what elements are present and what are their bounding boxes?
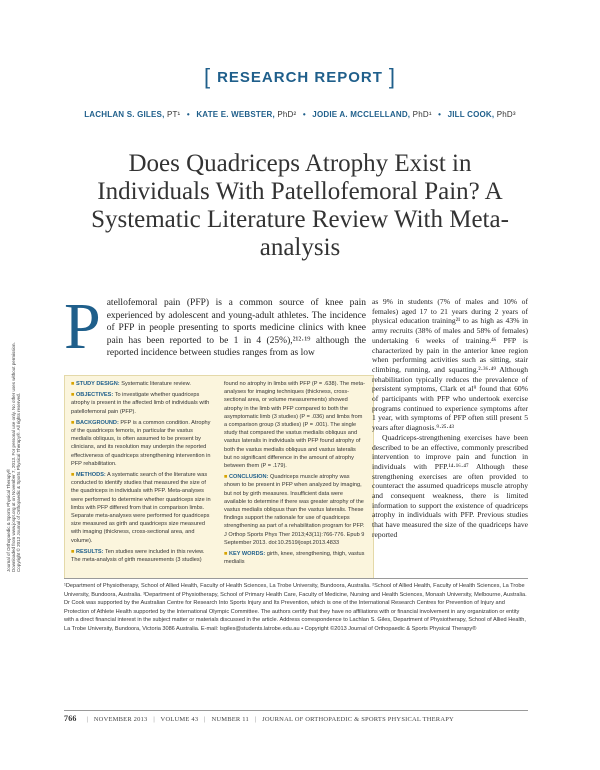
footer-separator: | [204, 716, 206, 723]
footer-number: NUMBER 11 [211, 716, 249, 723]
page-number: 766 [64, 714, 77, 723]
side-note-line-2: Downloaded from www.jospt.org at on November 7, 2013. For personal use only. No other uses without permission. [11, 342, 16, 572]
abstract-item: ■ KEY WORDS: girth, knee, strengthening, thigh, vastus medialis [224, 551, 365, 566]
abstract-text: PFP is a common condition. Atrophy of the quadriceps femoris, in particular the vastus medialis obliquus, is often assumed to be present by clinicians, and its resolution may underpin the reported effectiveness of quadriceps strengthening intervention in PFP rehabilitation. [71, 419, 211, 467]
abstract-heading: OBJECTIVES: [75, 392, 114, 399]
abstract-box [64, 375, 374, 579]
author-name: KATE E. WEBSTER, [196, 110, 275, 119]
header-bracket-left: [ [203, 64, 212, 89]
abstract-text: girth, knee, strengthening, thigh, vastus medialis [224, 551, 365, 566]
side-note-line-3: Copyright © 2013 Journal of Orthopaedic & Sports Physical Therapy®. All rights reserved. [16, 393, 21, 572]
footer-separator: | [153, 716, 155, 723]
side-note-line-1: Journal of Orthopaedic & Sports Physical Therapy® [6, 468, 11, 572]
affiliations-note: ¹Department of Physiotherapy, School of Allied Health, Faculty of Health Sciences, La Trobe University, Bundoora, Australia. ²School of Allied Health, Faculty of Health Sciences, La Trobe University, Bundoora, Australia. ³Department of Physiotherapy, School of Primary Health Care, Faculty of Medicine, Nursing and Health Sciences, Monash University, Melbourne, Australia. Dr Cook was supported by the Australian Centre for Research Into Sports Injury and Its Prevention, which is one of the International Research Centres for Prevention of Injury and Protection of Athlete Health supported by the International Olympic Committee. The authors certify that they have no affiliations with or financial involvement in any organization or entity with a direct financial interest in the subject matter or materials discussed in the article. Address correspondence to Lachlan S. Giles, Department of Physiotherapy, School of Allied Health, La Trobe University, Bundoora, Victoria 3086 Australia. E-mail: lsgiles@students.latrobe.edu.au • Copyright ©2013 Journal of Orthopaedic & Sports Physical Therapy® [64, 583, 527, 632]
abstract-text: To investigate whether quadriceps atrophy is present in the affected limb of individuals with patellofemoral pain (PFP). [71, 392, 210, 415]
side-permission-note [6, 262, 21, 572]
author-name: LACHLAN S. GILES, [84, 110, 165, 119]
footer-separator: | [86, 716, 88, 723]
author-separator: • [438, 110, 442, 119]
footer-journal: JOURNAL OF ORTHOPAEDIC & SPORTS PHYSICAL THERAPY [262, 716, 454, 723]
intro-text: atellofemoral pain (PFP) is a common source of knee pain experienced by adolescent and young-adult athletes. The incidence of PFP in people presenting to sports medicine clinics with knee pain has been reported to be 1 in 4 (25%),²¹²·¹⁹ although the reported incidence between studies ranges from as low [106, 298, 366, 358]
author-name: JODIE A. MCCLELLAND, [312, 110, 411, 119]
header-bracket-right: ] [388, 64, 397, 89]
abstract-heading: RESULTS: [75, 548, 104, 555]
author-degree: PhD³ [494, 110, 516, 119]
abstract-item: ■ METHODS: A systematic search of the literature was conducted to identify studies that measured the size of the quadriceps in individuals with PFP. Meta-analyses were performed to determine whether quadriceps size in limbs with PFP differed from that in comparison limbs. Separate meta-analyses were performed for quadriceps size measured as girth and quadriceps size measured with imaging (thickness, cross-sectional area, and volume). [71, 472, 211, 544]
divider [64, 710, 528, 711]
abstract-text: A systematic search of the literature was conducted to identify studies that measured the size of the quadriceps in individuals with PFP. Meta-analyses were performed to determine whether quadriceps size in limbs with PFP differed from that in comparison limbs. Separate meta-analyses were performed for quadriceps size measured as girth and quadriceps size measured with imaging (thickness, cross-sectional area, and volume). [71, 472, 211, 544]
author-degree: PhD² [274, 110, 297, 119]
footer-month: NOVEMBER 2013 [93, 716, 148, 723]
abstract-item: ■ RESULTS: Ten studies were included in this review. The meta-analysis of girth measurements (3 studies) found no atrophy in limbs with PFP (P = .638). The meta-analyses for imaging techniques (thickness, cross-sectional area, or volume measurements) showed atrophy in the limb with PFP compared to both the asymptomatic limb (3 studies) (P = .036) and limbs from a comparison group (3 studies) (P = .001). The single study that compared the vastus medialis obliquus and vastus lateralis in individuals with PFP found atrophy of both the vastus medialis obliquus and vastus lateralis but no significant difference in the amount of atrophy between them (P = .179). [71, 381, 366, 564]
abstract-heading: BACKGROUND: [75, 419, 119, 426]
section-label: RESEARCH REPORT [217, 69, 383, 86]
abstract-item: ■ BACKGROUND: PFP is a common condition. Atrophy of the quadriceps femoris, in particular the vastus medialis obliquus, is often assumed to be present by clinicians, and its resolution may underpin the reported effectiveness of quadriceps strengthening intervention in PFP rehabilitation. [71, 419, 211, 467]
section-header [0, 62, 600, 88]
page-footer [64, 714, 528, 723]
abstract-item: ■ STUDY DESIGN: Systematic literature review. [71, 381, 191, 387]
footer-volume: VOLUME 43 [160, 716, 199, 723]
abstract-text: Systematic literature review. [119, 381, 191, 387]
abstract-text: Ten studies were included in this review. The meta-analysis of girth measurements (3 studies) found no atrophy in limbs with PFP (P = .638). The meta-analyses for imaging techniques (thickness, cross-sectional area, or volume measurements) showed atrophy in the limb with PFP compared to both the asymptomatic limb (3 studies) (P = .036) and limbs from a comparison group (3 studies) (P = .001). The single study that compared the vastus medialis obliquus and vastus lateralis in individuals with PFP found atrophy of both the vastus medialis obliquus and vastus lateralis but no significant difference in the amount of atrophy between them (P = .179). [71, 381, 366, 564]
divider [64, 578, 528, 579]
author-separator: • [302, 110, 306, 119]
abstract-heading: STUDY DESIGN: [75, 381, 120, 387]
abstract-heading: CONCLUSION: [228, 474, 269, 481]
body-column-right [372, 297, 528, 540]
author-name: JILL COOK, [447, 110, 495, 119]
abstract-item: ■ CONCLUSION: Quadriceps muscle atrophy was shown to be present in PFP when analyzed by imaging, but not by girth measures. Insufficient data were available to determine if there was greater atrophy of the vastus medialis obliquus than the vastus lateralis. These findings support the rationale for use of quadriceps strengthening as part of a rehabilitation program for PFP. J Orthop Sports Phys Ther 2013;43(11):766-776. Epub 9 September 2013. doi:10.2519/jospt.2013.4833 [224, 474, 365, 546]
article-title: Does Quadriceps Atrophy Exist in Individuals With Patellofemoral Pain? A Systematic Literature Review With Meta-analysis [91, 150, 509, 261]
abstract-item: ■ OBJECTIVES: To investigate whether quadriceps atrophy is present in the affected limb of individuals with patellofemoral pain (PFP). [71, 392, 210, 415]
body-paragraph: Quadriceps-strengthening exercises have been described to be an effective, commonly prescribed intervention to improve pain and function in individuals with PFP.¹⁴·¹⁶·⁴⁷ Although these strengthening exercises are often provided to counteract the assumed quadriceps muscle atrophy and consequent weakness, there is limited information to support the existence of quadriceps atrophy in individuals with PFP. Previous studies that have measured the size of the quadriceps have reported [372, 432, 528, 539]
footer-separator: | [254, 716, 257, 723]
body-paragraph: as 9% in students (7% of males and 10% of females) aged 17 to 21 years during 2 years of physical education training²¹ to as high as 43% in army recruits (38% of males and 58% of females) undertaking 6 weeks of training.⁴⁶ PFP is characterized by pain in the anterior knee region when performing activities such as sitting, stair climbing, running, and squatting.²·³⁶·⁴⁹ Although rehabilitation typically reduces the prevalence of persistent symptoms, Clark et al⁹ found that 60% of participants with PFP who undertook exercise programs continued to experience symptoms after 1 year, with symptoms of PFP often still present 5 years after diagnosis.⁹·²⁵·⁴³ [372, 297, 528, 433]
author-degree: PT¹ [164, 110, 181, 119]
author-list [0, 110, 600, 119]
intro-paragraph [64, 290, 366, 363]
drop-cap: P [64, 290, 101, 363]
author-separator: • [186, 110, 190, 119]
abstract-text: Quadriceps muscle atrophy was shown to be present in PFP when analyzed by imaging, but not by girth measures. Insufficient data were available to determine if there was greater atrophy of the vastus medialis obliquus than the vastus lateralis. These findings support the rationale for use of quadriceps strengthening as part of a rehabilitation program for PFP. J Orthop Sports Phys Ther 2013;43(11):766-776. Epub 9 September 2013. doi:10.2519/jospt.2013.4833 [224, 474, 365, 546]
abstract-heading: METHODS: [75, 472, 106, 479]
abstract-heading: KEY WORDS: [228, 551, 266, 558]
author-degree: PhD¹ [410, 110, 432, 119]
